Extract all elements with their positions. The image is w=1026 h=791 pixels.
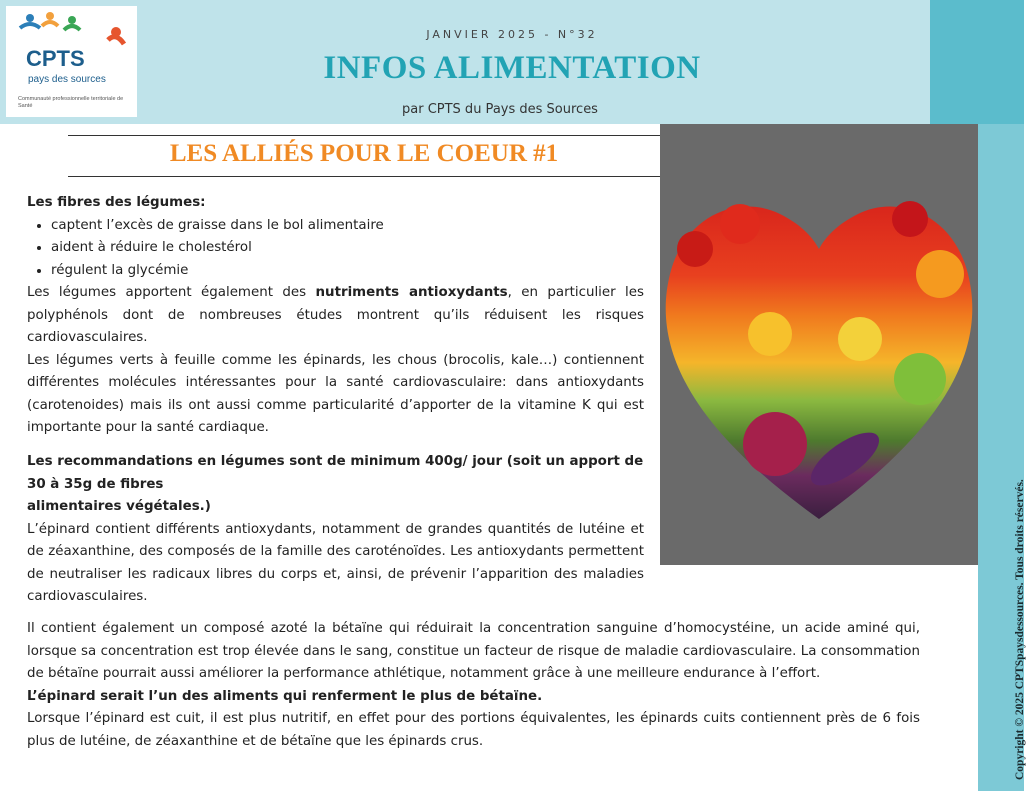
heart-icon [660,124,978,565]
fibres-block [27,192,644,440]
list-item: • aident à réduire le cholestérol [51,237,644,260]
reco-heading-line2: alimentaires végétales.) [27,499,211,514]
paragraph-cuit: Lorsque l’épinard est cuit, il est plus nutritif, en effet pour des portions équivalentes, les épinards cuits contiennent près de 6 fois plus de lutéine, de zéaxanthine et de bétaïne que les épinards crus. [27,711,920,749]
paragraph-betaine-bold: L’épinard serait l’un des aliments qui renferment le plus de bétaïne. [27,688,543,704]
section-title: LES ALLIÉS POUR LE COEUR #1 [169,140,559,167]
logo-name: CPTS [26,46,85,71]
text-span: Les légumes apportent également des [27,285,316,300]
text-span: , en particulier les polyphénols dont de nombreuses études montrent qu’ils réduisent les risques cardiovasculaires. [27,285,644,345]
vegetable-heart-photo [660,124,978,565]
reco-heading-line1: Les recommandations en légumes sont de minimum 400g/ jour (soit un apport de 30 à 35g de fibres [27,454,644,492]
list-item: • régulent la glycémie [51,260,644,283]
paragraph-betaine: Il contient également un composé azoté la bétaïne qui réduirait la concentration sanguine d’homocystéine, un acide aminé qui, lorsque sa concentration est trop élevée dans le sang, constitue un facteur de risque de maladie cardiovasculaire. La consommation de bétaïne pourrait aussi améliorer la performance athlétique, notamment grâce à une meilleure endurance à l’effort. [27,621,920,681]
paragraph-antioxydants [27,282,644,350]
betaine-block [27,618,920,753]
paragraph-epinard: L’épinard contient différents antioxydants, notamment de grandes quantités de lutéine et de zéaxanthine, des composés de la famille des caroténoïdes. Les antioxydants permettent de neutraliser les radicaux libres du corps et, ainsi, de prévenir l’apparition des maladies cardiovasculaires. [27,521,644,604]
logo-subtitle: pays des sources [28,74,106,85]
section-rule-top [68,135,660,136]
list-item: • captent l’excès de graisse dans le bol alimentaire [51,215,644,238]
section-rule-bottom [68,176,660,177]
reco-block [27,451,644,609]
issue-label: JANVIER 2025 - N°32 [426,28,598,41]
logo-tagline: Communauté professionnelle territoriale de Santé [18,96,124,109]
page-title: INFOS ALIMENTATION [323,50,701,86]
byline: par CPTS du Pays des Sources [402,102,598,117]
fibres-list [27,215,644,283]
paragraph-legumes-verts: Les légumes verts à feuille comme les épinards, les chous (brocolis, kale…) contiennent différentes molécules intéressantes pour la santé cardiovasculaire: dans antioxydants (carotenoides) mais ils ont aussi comme particularité d’apporter de la vitamine K qui est importante pour la santé cardiaque. [27,352,644,435]
fibres-heading: Les fibres des légumes: [27,195,206,210]
copyright-notice: Copyright © 2025 CPTSpaysdessources. Tous droits réservés. [1014,479,1026,780]
bold-span: nutriments antioxydants [315,285,508,300]
